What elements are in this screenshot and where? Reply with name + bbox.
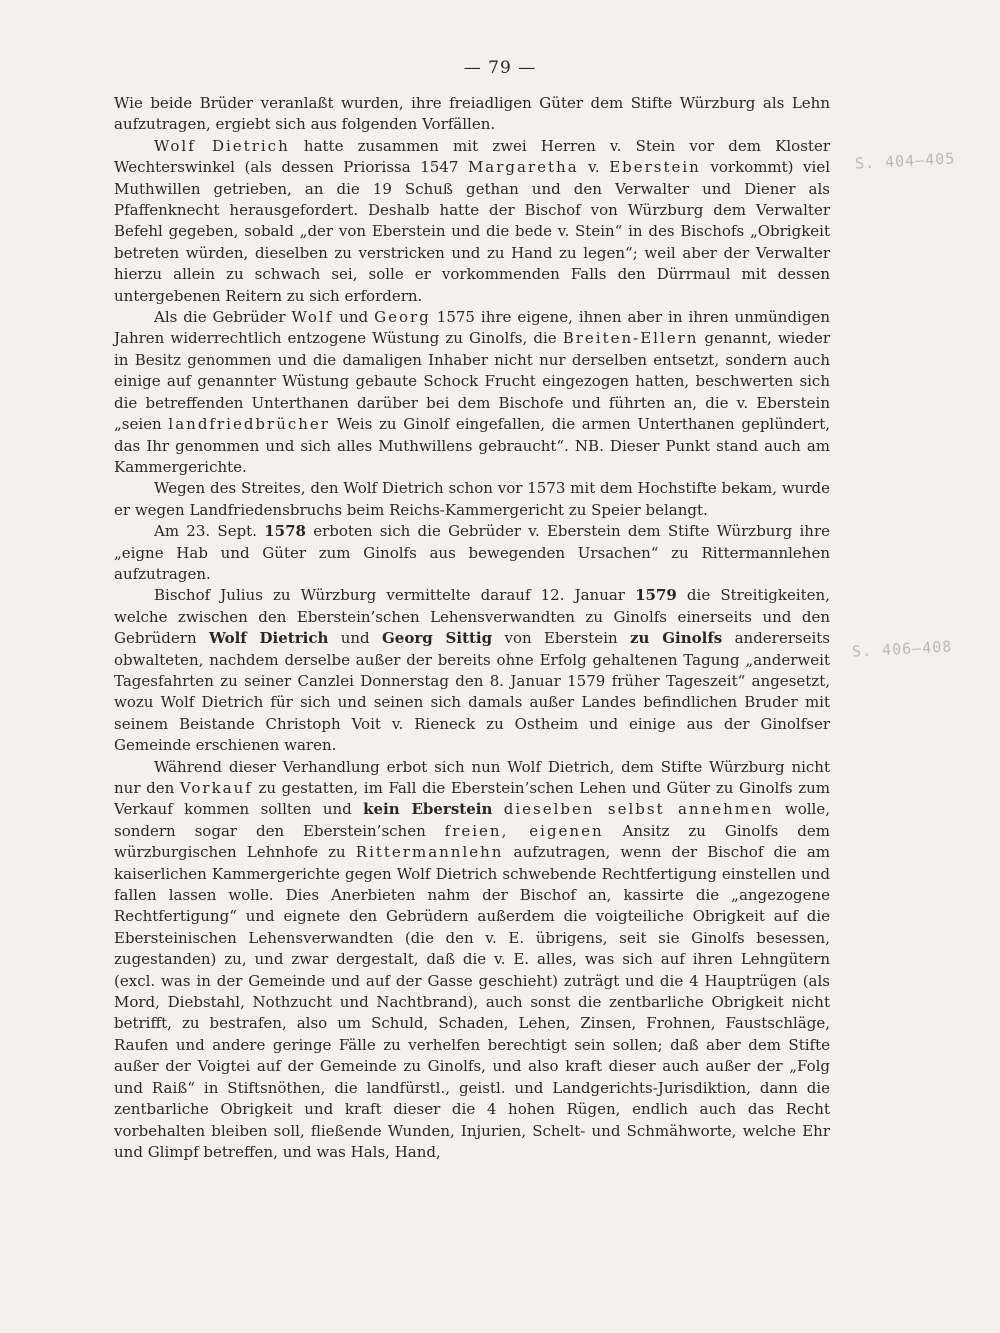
paragraph [114,585,830,756]
text-run: genannt, wieder in Besitz genommen und die damaligen Inhaber nicht nur derselben entsetzt, sondern auch einige auf genannter Wüstung gebaute Schock Frucht eingezogen hatten, beschwerten sich die betreffenden Unterthanen darüber bei dem Bischofe und führten an, die v. Eberstein „seien [114,329,831,434]
text-run: wolle, sondern sogar den Eberstein’schen [114,800,830,840]
text-run: Weis zu Ginolf eingefallen, die armen Unterthanen geplündert, das Ihr genommen und sich alles Muthwillens gebraucht“. NB. Dieser Punkt stand auch am Kammergerichte. [114,415,830,476]
emphasized-text: landfriedbrücher [168,415,330,434]
emphasized-text: 1579 [635,586,677,605]
paragraph [114,93,830,136]
page-number: — 79 — [463,58,537,78]
margin-note-pencil: S. 406–408 [851,637,953,661]
paragraph [114,136,830,307]
text-run [492,800,503,818]
emphasized-text: Wolf Dietrich [154,136,290,155]
emphasized-text: Georg [374,308,431,327]
text-run: vorkommt) viel Muthwillen getrieben, an die 19 Schuß gethan und den Verwalter und Diener als Pfaffenknecht herausgefordert. Deshalb hatte der Bischof von Würzburg dem Verwalter Befehl gegeben, sobald „der von Eberstein und die bede v. Stein“ in des Bischofs „Obrigkeit betreten würden, dieselben zu verstricken und zu Hand zu legen“; weil aber der Verwalter hierzu allein zu schwach sei, solle er vorkommenden Falls den Dürrmaul mit dessen untergebenen Reitern zu sich erfordern. [114,158,831,305]
text-run: aufzutragen, wenn der Bischof die am kaiserlichen Kammergerichte gegen Wolf Dietrich schwebende Rechtfertigung einstellen und fallen lassen wolle. Dies Anerbieten nahm der Bischof an, kassirte die „angezogene Rechtfertigung“ und eignete den Gebrüdern außerdem die voigteiliche Obrigkeit auf die Ebersteinischen Lehensverwandten (die den v. E. übrigens, seit sie Ginolfs besessen, zugestanden) zu, und zwar dergestalt, daß die v. E. alles, was sich auf ihren Lehngütern (excl. was in der Gemeinde und auf der Gasse geschieht) zuträgt und die 4 Hauptrügen (als Mord, Diebstahl, Nothzucht und Nachtbrand), auch sonst die zentbarliche Obrigkeit nicht betrifft, zu bestrafen, also um Schuld, Schaden, Lehen, Zinsen, Frohnen, Faustschläge, Raufen und andere geringe Fälle zu verhelfen berechtigt sein sollen; daß aber dem Stifte außer der Voigtei auf der Gemeinde zu Ginolfs, und also kraft dieser auch außer der „Folg und Raiß“ in Stiftsnöthen, die landfürstl., geistl. und Landgerichts-Jurisdiktion, dann die zentbarliche Obrigkeit und kraft dieser die 4 hohen Rügen, endlich auch das Recht vorbehalten bleiben soll, fließende Wunden, Injurien, Schelt- und Schmähworte, welche Ehr und Glimpf betreffen, und was Hals, Hand, [114,843,830,1161]
emphasized-text: zu Ginolfs [630,629,723,648]
text-run: hatte zusammen mit zwei Herren v. Stein vor dem Kloster Wechterswinkel (als dessen Priorissa 1547 [114,136,830,177]
paragraph [114,521,830,585]
emphasized-text: Margaretha [467,158,579,177]
paragraph [114,757,830,1164]
text-run: erboten sich die Gebrüder v. Eberstein dem Stifte Würzburg ihre „eigne Hab und Güter zum Ginolfs aus bewegenden Ursachen“ zu Rittermannlehen aufzutragen. [114,522,830,583]
emphasized-text: Wolf [291,308,334,327]
text-run: andererseits obwalteten, nachdem derselbe außer der bereits ohne Erfolg gehaltenen Tagung „anderweit Tagesfahrten zu seiner Canzlei Donnerstag den 8. Januar 1579 früher Tageszeit“ angesetzt, wozu Wolf Dietrich für sich und seinen sich damals außer Landes befindlichen Bruder mit seinem Beistande Christoph Voit v. Rieneck zu Ostheim und einige aus der Ginolfser Gemeinde erschienen waren. [114,629,830,755]
text-run: Wegen des Streites, den Wolf Dietrich schon vor 1573 mit dem Hochstifte bekam, wurde er wegen Landfriedensbruchs beim Reichs-Kammergericht zu Speier belangt. [114,479,830,519]
emphasized-text: freien, eigenen [444,821,604,840]
emphasized-text: Breiten-Ellern [562,329,699,348]
text-run: Während dieser Verhandlung erbot sich nun Wolf Dietrich, dem Stifte Würzburg nicht nur den [114,757,830,797]
emphasized-text: Wolf Dietrich [208,629,329,648]
text-run: die Streitigkeiten, welche zwischen den Eberstein’schen Lehensverwandten zu Ginolfs einerseits und den Gebrüdern [114,586,830,648]
text-run: Ansitz zu Ginolfs dem würzburgischen Lehnhofe zu [114,821,830,862]
paragraph [114,307,830,478]
emphasized-text: Georg Sittig [381,629,493,648]
emphasized-text: dieselben selbst annehmen [503,800,774,819]
emphasized-text: Rittermannlehn [355,843,504,862]
text-run: Wie beide Brüder veranlaßt wurden, ihre freiadligen Güter dem Stifte Würzburg als Lehn aufzutragen, ergiebt sich aus folgenden Vorfällen. [114,94,830,134]
text-run: von Eberstein [492,629,630,648]
paragraph [114,478,830,521]
text-run: Als die Gebrüder [154,308,292,327]
text-run: Bischof Julius zu Würzburg vermittelte darauf 12. Januar [154,586,636,605]
margin-note-pencil: S. 404–405 [854,149,956,173]
emphasized-text: kein Eberstein [363,800,493,819]
text-run: 1575 ihre eigene, ihnen aber in ihren unmündigen Jahren widerrechtlich entzogene Wüstung zu Ginolfs, die [114,308,830,348]
emphasized-text: Vorkauf [179,779,253,797]
text-run: und [333,308,375,327]
emphasized-text: Eberstein [609,158,701,177]
text-run: zu gestatten, im Fall die Eberstein’schen Lehen und Güter zu Ginolfs zum Verkauf kommen sollten und [114,779,830,819]
body-text [114,93,830,1163]
text-run: Am 23. Sept. [154,522,265,541]
text-run: v. [578,158,610,177]
emphasized-text: 1578 [264,522,306,541]
text-run: und [328,629,382,648]
